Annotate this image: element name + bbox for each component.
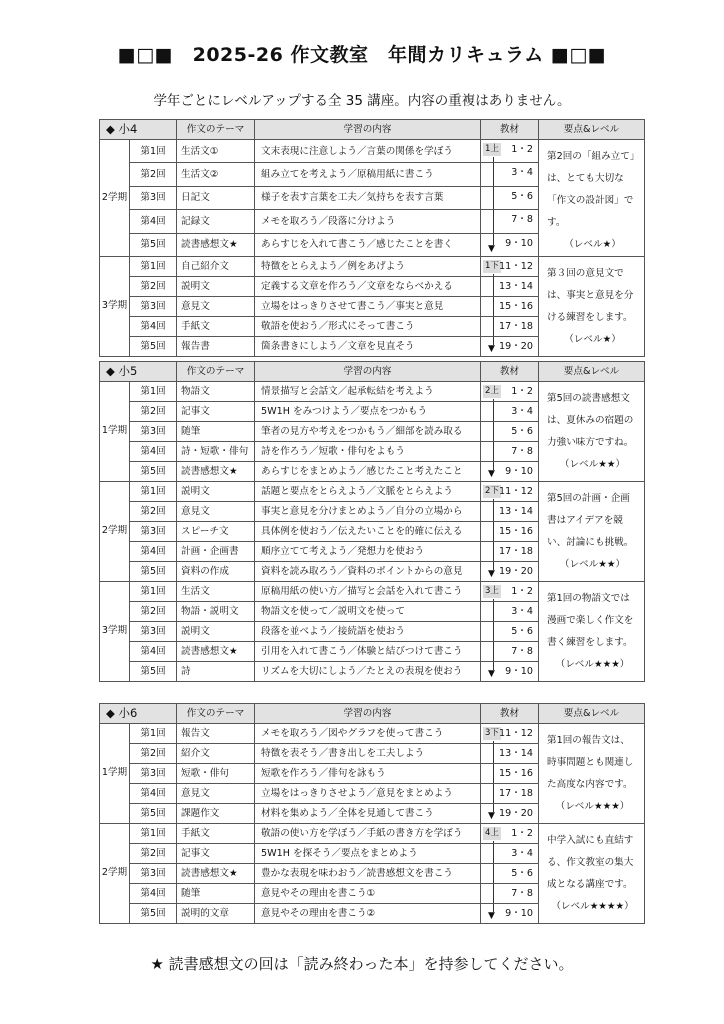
textbook-pages: 13・14 bbox=[499, 506, 534, 517]
down-arrow-icon: ▼ bbox=[488, 911, 495, 921]
lesson-number: 第4回 bbox=[130, 884, 177, 904]
lesson-material bbox=[481, 622, 539, 642]
lesson-number: 第1回 bbox=[130, 382, 177, 402]
lesson-content: 特徴を表そう／書き出しを工夫しよう bbox=[255, 744, 481, 764]
header-notes: 要点&レベル bbox=[539, 362, 645, 382]
level-rating: （レベル★★★） bbox=[555, 659, 630, 670]
lesson-number: 第2回 bbox=[130, 402, 177, 422]
lesson-theme: 手紙文 bbox=[177, 824, 255, 844]
note-text: 第３回の意見文では、事実と意見を分ける練習をします。 bbox=[547, 268, 634, 323]
material-range-line bbox=[493, 602, 494, 621]
lesson-theme: 生活文① bbox=[177, 140, 255, 163]
lesson-theme: 意見文 bbox=[177, 297, 255, 317]
down-arrow-icon: ▼ bbox=[488, 811, 495, 821]
level-rating: （レベル★★★） bbox=[555, 801, 630, 812]
lesson-material bbox=[481, 724, 539, 744]
lesson-content: 原稿用紙の使い方／描写と会話を入れて書こう bbox=[255, 582, 481, 602]
material-range-line bbox=[493, 187, 494, 209]
lesson-content: あらすじをまとめよう／感じたこと考えたこと bbox=[255, 462, 481, 482]
term-note bbox=[539, 482, 645, 582]
lesson-number: 第4回 bbox=[130, 784, 177, 804]
material-range-line bbox=[493, 744, 494, 763]
lesson-theme: 手紙文 bbox=[177, 317, 255, 337]
textbook-volume: 3下 bbox=[485, 728, 499, 738]
lesson-theme: 随筆 bbox=[177, 422, 255, 442]
lesson-theme: スピーチ文 bbox=[177, 522, 255, 542]
lesson-number: 第3回 bbox=[130, 186, 177, 209]
header-theme: 作文のテーマ bbox=[177, 704, 255, 724]
lesson-content: メモを取ろう／図やグラフを使って書こう bbox=[255, 724, 481, 744]
material-range-line bbox=[493, 542, 494, 561]
textbook-pages: 9・10 bbox=[505, 666, 534, 677]
down-arrow-icon: ▼ bbox=[488, 669, 495, 679]
term-label: 3学期 bbox=[100, 582, 130, 682]
lesson-theme: 資料の作成 bbox=[177, 562, 255, 582]
lesson-material bbox=[481, 422, 539, 442]
term-note bbox=[539, 824, 645, 924]
lesson-content: 意見やその理由を書こう① bbox=[255, 884, 481, 904]
lesson-material bbox=[481, 884, 539, 904]
lesson-number: 第4回 bbox=[130, 317, 177, 337]
lesson-theme: 短歌・俳句 bbox=[177, 764, 255, 784]
table-row bbox=[100, 724, 645, 744]
lesson-theme: 報告書 bbox=[177, 337, 255, 357]
lesson-content: 5W1H を探そう／要点をまとめよう bbox=[255, 844, 481, 864]
term-note bbox=[539, 382, 645, 482]
lesson-content: 立場をはっきりさせて書こう／事実と意見 bbox=[255, 297, 481, 317]
lesson-content: 文末表現に注意しよう／言葉の関係を学ぼう bbox=[255, 140, 481, 163]
textbook-volume: 3上 bbox=[485, 586, 499, 596]
lesson-number: 第3回 bbox=[130, 297, 177, 317]
lesson-number: 第5回 bbox=[130, 804, 177, 824]
lesson-material bbox=[481, 582, 539, 602]
lesson-material bbox=[481, 522, 539, 542]
lesson-theme: 物語文 bbox=[177, 382, 255, 402]
term-label: 2学期 bbox=[100, 482, 130, 582]
lesson-content: 豊かな表現を味わおう／読書感想文を書こう bbox=[255, 864, 481, 884]
lesson-theme: 説明文 bbox=[177, 482, 255, 502]
textbook-volume: 1下 bbox=[485, 261, 499, 271]
header-content: 学習の内容 bbox=[255, 704, 481, 724]
header-notes: 要点&レベル bbox=[539, 704, 645, 724]
textbook-pages: 7・8 bbox=[511, 446, 534, 457]
textbook-pages: 11・12 bbox=[499, 261, 534, 272]
material-range-line bbox=[493, 277, 494, 296]
term-note bbox=[539, 257, 645, 357]
curriculum-table bbox=[99, 361, 645, 682]
note-text: 第5回の計画・企画書はアイデアを競い、討論にも挑戦。 bbox=[547, 493, 634, 548]
lesson-content: 事実と意見を分けまとめよう／自分の立場から bbox=[255, 502, 481, 522]
textbook-pages: 17・18 bbox=[499, 321, 534, 332]
lesson-material bbox=[481, 844, 539, 864]
textbook-pages: 9・10 bbox=[505, 466, 534, 477]
level-rating: （レベル★★） bbox=[559, 559, 626, 570]
term-label: 2学期 bbox=[100, 140, 130, 257]
textbook-pages: 1・2 bbox=[511, 586, 534, 597]
textbook-pages: 15・16 bbox=[499, 301, 534, 312]
lesson-content: 定義する文章を作ろう／文章をならべかえる bbox=[255, 277, 481, 297]
grade-label: ◆ 小5 bbox=[100, 362, 177, 382]
lesson-material bbox=[481, 542, 539, 562]
material-range-line bbox=[493, 163, 494, 185]
textbook-pages: 1・2 bbox=[511, 386, 534, 397]
down-arrow-icon: ▼ bbox=[488, 344, 495, 354]
header-theme: 作文のテーマ bbox=[177, 362, 255, 382]
lesson-theme: 読書感想文★ bbox=[177, 462, 255, 482]
material-range-line bbox=[493, 622, 494, 641]
lesson-number: 第3回 bbox=[130, 422, 177, 442]
lesson-theme: 記事文 bbox=[177, 844, 255, 864]
level-rating: （レベル★★） bbox=[559, 459, 626, 470]
lesson-number: 第2回 bbox=[130, 502, 177, 522]
lesson-material bbox=[481, 824, 539, 844]
lesson-material bbox=[481, 642, 539, 662]
textbook-pages: 13・14 bbox=[499, 281, 534, 292]
textbook-pages: 1・2 bbox=[511, 144, 534, 155]
lesson-number: 第5回 bbox=[130, 904, 177, 924]
lesson-material bbox=[481, 163, 539, 186]
lesson-theme: 生活文② bbox=[177, 163, 255, 186]
lesson-content: 材料を集めよう／全体を見通して書こう bbox=[255, 804, 481, 824]
textbook-pages: 9・10 bbox=[505, 908, 534, 919]
header-theme: 作文のテーマ bbox=[177, 120, 255, 140]
lesson-number: 第5回 bbox=[130, 562, 177, 582]
textbook-pages: 17・18 bbox=[499, 788, 534, 799]
textbook-pages: 15・16 bbox=[499, 768, 534, 779]
lesson-content: 資料を読み取ろう／資料のポイントからの意見 bbox=[255, 562, 481, 582]
lesson-theme: 説明的文章 bbox=[177, 904, 255, 924]
term-label: 1学期 bbox=[100, 724, 130, 824]
header-notes: 要点&レベル bbox=[539, 120, 645, 140]
term-label: 2学期 bbox=[100, 824, 130, 924]
lesson-material bbox=[481, 462, 539, 482]
textbook-pages: 9・10 bbox=[505, 237, 534, 249]
lesson-theme: 説明文 bbox=[177, 622, 255, 642]
term-label: 3学期 bbox=[100, 257, 130, 357]
textbook-pages: 13・14 bbox=[499, 748, 534, 759]
lesson-number: 第3回 bbox=[130, 522, 177, 542]
lesson-material bbox=[481, 233, 539, 256]
textbook-pages: 3・4 bbox=[511, 848, 534, 859]
lesson-material bbox=[481, 382, 539, 402]
lesson-theme: 課題作文 bbox=[177, 804, 255, 824]
lesson-content: メモを取ろう／段落に分けよう bbox=[255, 210, 481, 233]
lesson-theme: 説明文 bbox=[177, 277, 255, 297]
table-header-row bbox=[100, 704, 645, 724]
note-text: 中学入試にも直結する、作文教室の集大成となる講座です。 bbox=[547, 835, 634, 890]
lesson-theme: 生活文 bbox=[177, 582, 255, 602]
textbook-pages: 11・12 bbox=[499, 728, 534, 739]
material-range-line bbox=[493, 402, 494, 421]
lesson-number: 第2回 bbox=[130, 844, 177, 864]
lesson-content: 詩を作ろう／短歌・俳句をよもう bbox=[255, 442, 481, 462]
lesson-material bbox=[481, 662, 539, 682]
textbook-volume: 2下 bbox=[485, 486, 499, 496]
lesson-theme: 詩 bbox=[177, 662, 255, 682]
lesson-content: 立場をはっきりさせよう／意見をまとめよう bbox=[255, 784, 481, 804]
lesson-number: 第5回 bbox=[130, 337, 177, 357]
material-range-line bbox=[493, 864, 494, 883]
down-arrow-icon: ▼ bbox=[488, 569, 495, 579]
lesson-material bbox=[481, 562, 539, 582]
lesson-number: 第4回 bbox=[130, 542, 177, 562]
lesson-material bbox=[481, 257, 539, 277]
lesson-number: 第4回 bbox=[130, 442, 177, 462]
lesson-number: 第1回 bbox=[130, 724, 177, 744]
lesson-number: 第1回 bbox=[130, 824, 177, 844]
lesson-number: 第2回 bbox=[130, 744, 177, 764]
lesson-content: 敬語を使おう／形式にそって書こう bbox=[255, 317, 481, 337]
textbook-pages: 7・8 bbox=[511, 888, 534, 899]
textbook-pages: 19・20 bbox=[499, 808, 534, 819]
lesson-content: 物語文を使って／説明文を使って bbox=[255, 602, 481, 622]
material-range-line bbox=[493, 522, 494, 541]
lesson-theme: 意見文 bbox=[177, 784, 255, 804]
term-note bbox=[539, 724, 645, 824]
header-content: 学習の内容 bbox=[255, 362, 481, 382]
note-text: 第2回の「組み立て」は、とても大切な「作文の設計図」です。 bbox=[547, 151, 635, 228]
textbook-volume: 4上 bbox=[485, 828, 499, 838]
lesson-number: 第5回 bbox=[130, 233, 177, 256]
lesson-material bbox=[481, 277, 539, 297]
textbook-pages: 19・20 bbox=[499, 566, 534, 577]
lesson-material bbox=[481, 864, 539, 884]
lesson-content: 段落を並べよう／接続語を使おう bbox=[255, 622, 481, 642]
lesson-content: 引用を入れて書こう／体験と結びつけて書こう bbox=[255, 642, 481, 662]
level-rating: （レベル★） bbox=[564, 239, 621, 250]
lesson-theme: 紹介文 bbox=[177, 744, 255, 764]
lesson-theme: 記録文 bbox=[177, 210, 255, 233]
lesson-content: 敬語の使い方を学ぼう／手紙の書き方を学ぼう bbox=[255, 824, 481, 844]
term-note bbox=[539, 140, 645, 257]
lesson-content: 話題と要点をとらえよう／文脈をとらえよう bbox=[255, 482, 481, 502]
material-range-line bbox=[493, 844, 494, 863]
lesson-material bbox=[481, 402, 539, 422]
lesson-number: 第3回 bbox=[130, 864, 177, 884]
grade-label: ◆ 小4 bbox=[100, 120, 177, 140]
material-range-line bbox=[493, 764, 494, 783]
table-row bbox=[100, 582, 645, 602]
lesson-number: 第4回 bbox=[130, 210, 177, 233]
material-range-line bbox=[493, 317, 494, 336]
table-row bbox=[100, 824, 645, 844]
lesson-number: 第4回 bbox=[130, 642, 177, 662]
textbook-volume: 2上 bbox=[485, 386, 499, 396]
textbook-pages: 11・12 bbox=[499, 486, 534, 497]
term-label: 1学期 bbox=[100, 382, 130, 482]
lesson-content: リズムを大切にしよう／たとえの表現を使おう bbox=[255, 662, 481, 682]
lesson-material bbox=[481, 602, 539, 622]
textbook-pages: 5・6 bbox=[511, 626, 534, 637]
lesson-number: 第1回 bbox=[130, 482, 177, 502]
textbook-pages: 7・8 bbox=[511, 646, 534, 657]
lesson-material bbox=[481, 502, 539, 522]
textbook-pages: 3・4 bbox=[511, 167, 534, 179]
lesson-content: 情景描写と会話文／起承転結を考えよう bbox=[255, 382, 481, 402]
header-material: 教材 bbox=[481, 704, 539, 724]
lesson-number: 第5回 bbox=[130, 462, 177, 482]
textbook-pages: 3・4 bbox=[511, 606, 534, 617]
lesson-theme: 計画・企画書 bbox=[177, 542, 255, 562]
note-text: 第1回の報告文は、時事問題とも関連した高度な内容です。 bbox=[547, 735, 634, 790]
table-row bbox=[100, 382, 645, 402]
page-title: ■□■ 2025-26 作文教室 年間カリキュラム ■□■ bbox=[117, 44, 607, 66]
lesson-content: 箇条書きにしよう／文章を見直そう bbox=[255, 337, 481, 357]
lesson-number: 第2回 bbox=[130, 163, 177, 186]
lesson-theme: 詩・短歌・俳句 bbox=[177, 442, 255, 462]
material-range-line bbox=[493, 210, 494, 232]
lesson-number: 第2回 bbox=[130, 602, 177, 622]
lesson-material bbox=[481, 317, 539, 337]
lesson-material bbox=[481, 482, 539, 502]
lesson-theme: 記事文 bbox=[177, 402, 255, 422]
textbook-pages: 5・6 bbox=[511, 426, 534, 437]
textbook-pages: 15・16 bbox=[499, 526, 534, 537]
header-content: 学習の内容 bbox=[255, 120, 481, 140]
lesson-material bbox=[481, 764, 539, 784]
material-range-line bbox=[493, 157, 494, 162]
table-row bbox=[100, 257, 645, 277]
lesson-number: 第3回 bbox=[130, 764, 177, 784]
lesson-material bbox=[481, 804, 539, 824]
lesson-content: 様子を表す言葉を工夫／気持ちを表す言葉 bbox=[255, 186, 481, 209]
lesson-content: 特徴をとらえよう／例をあげよう bbox=[255, 257, 481, 277]
textbook-volume: 1上 bbox=[485, 144, 499, 154]
lesson-theme: 読書感想文★ bbox=[177, 864, 255, 884]
material-range-line bbox=[493, 642, 494, 661]
textbook-pages: 5・6 bbox=[511, 190, 534, 202]
lesson-material bbox=[481, 297, 539, 317]
lesson-content: 短歌を作ろう／俳句を詠もう bbox=[255, 764, 481, 784]
down-arrow-icon: ▼ bbox=[488, 469, 495, 479]
table-row bbox=[100, 482, 645, 502]
lesson-theme: 報告文 bbox=[177, 724, 255, 744]
down-arrow-icon: ▼ bbox=[488, 244, 495, 254]
lesson-content: 意見やその理由を書こう② bbox=[255, 904, 481, 924]
material-range-line bbox=[493, 297, 494, 316]
level-rating: （レベル★★★★） bbox=[551, 901, 634, 912]
textbook-pages: 19・20 bbox=[499, 341, 534, 352]
table-header-row bbox=[100, 120, 645, 140]
lesson-theme: 読書感想文★ bbox=[177, 642, 255, 662]
lesson-theme: 意見文 bbox=[177, 502, 255, 522]
lesson-number: 第2回 bbox=[130, 277, 177, 297]
level-rating: （レベル★） bbox=[564, 334, 621, 345]
lesson-content: 具体例を使おう／伝えたいことを的確に伝える bbox=[255, 522, 481, 542]
note-text: 第5回の読書感想文は、夏休みの宿題の力強い味方ですね。 bbox=[547, 393, 634, 448]
lesson-content: 順序立てて考えよう／発想力を使おう bbox=[255, 542, 481, 562]
textbook-pages: 3・4 bbox=[511, 406, 534, 417]
lesson-content: 筆者の見方や考えをつかもう／細部を読み取る bbox=[255, 422, 481, 442]
lesson-material bbox=[481, 442, 539, 462]
lesson-number: 第1回 bbox=[130, 257, 177, 277]
lesson-number: 第3回 bbox=[130, 622, 177, 642]
material-range-line bbox=[493, 442, 494, 461]
page-subtitle: 学年ごとにレベルアップする全 35 講座。内容の重複はありません。 bbox=[153, 93, 571, 109]
footer-note: ★ 読書感想文の回は「読み終わった本」を持参してください。 bbox=[150, 955, 574, 973]
lesson-content: 組み立てを考えよう／原稿用紙に書こう bbox=[255, 163, 481, 186]
lesson-material bbox=[481, 210, 539, 233]
lesson-number: 第1回 bbox=[130, 582, 177, 602]
lesson-material bbox=[481, 140, 539, 163]
textbook-pages: 5・6 bbox=[511, 868, 534, 879]
table-row bbox=[100, 140, 645, 163]
lesson-theme: 自己紹介文 bbox=[177, 257, 255, 277]
lesson-material bbox=[481, 337, 539, 357]
lesson-content: あらすじを入れて書こう／感じたことを書く bbox=[255, 233, 481, 256]
material-range-line bbox=[493, 422, 494, 441]
note-text: 第1回の物語文では漫画で楽しく作文を書く練習をします。 bbox=[547, 593, 634, 648]
lesson-number: 第5回 bbox=[130, 662, 177, 682]
textbook-pages: 1・2 bbox=[511, 828, 534, 839]
textbook-pages: 7・8 bbox=[511, 214, 534, 226]
term-note bbox=[539, 582, 645, 682]
lesson-theme: 物語・説明文 bbox=[177, 602, 255, 622]
curriculum-table bbox=[99, 119, 645, 357]
lesson-theme: 随筆 bbox=[177, 884, 255, 904]
lesson-theme: 日記文 bbox=[177, 186, 255, 209]
lesson-material bbox=[481, 784, 539, 804]
header-material: 教材 bbox=[481, 362, 539, 382]
lesson-material bbox=[481, 744, 539, 764]
lesson-material bbox=[481, 186, 539, 209]
lesson-number: 第1回 bbox=[130, 140, 177, 163]
lesson-theme: 読書感想文★ bbox=[177, 233, 255, 256]
grade-label: ◆ 小6 bbox=[100, 704, 177, 724]
material-range-line bbox=[493, 784, 494, 803]
header-material: 教材 bbox=[481, 120, 539, 140]
curriculum-table bbox=[99, 703, 645, 924]
textbook-pages: 17・18 bbox=[499, 546, 534, 557]
lesson-content: 5W1H をみつけよう／要点をつかもう bbox=[255, 402, 481, 422]
material-range-line bbox=[493, 502, 494, 521]
lesson-material bbox=[481, 904, 539, 924]
table-header-row bbox=[100, 362, 645, 382]
material-range-line bbox=[493, 884, 494, 903]
